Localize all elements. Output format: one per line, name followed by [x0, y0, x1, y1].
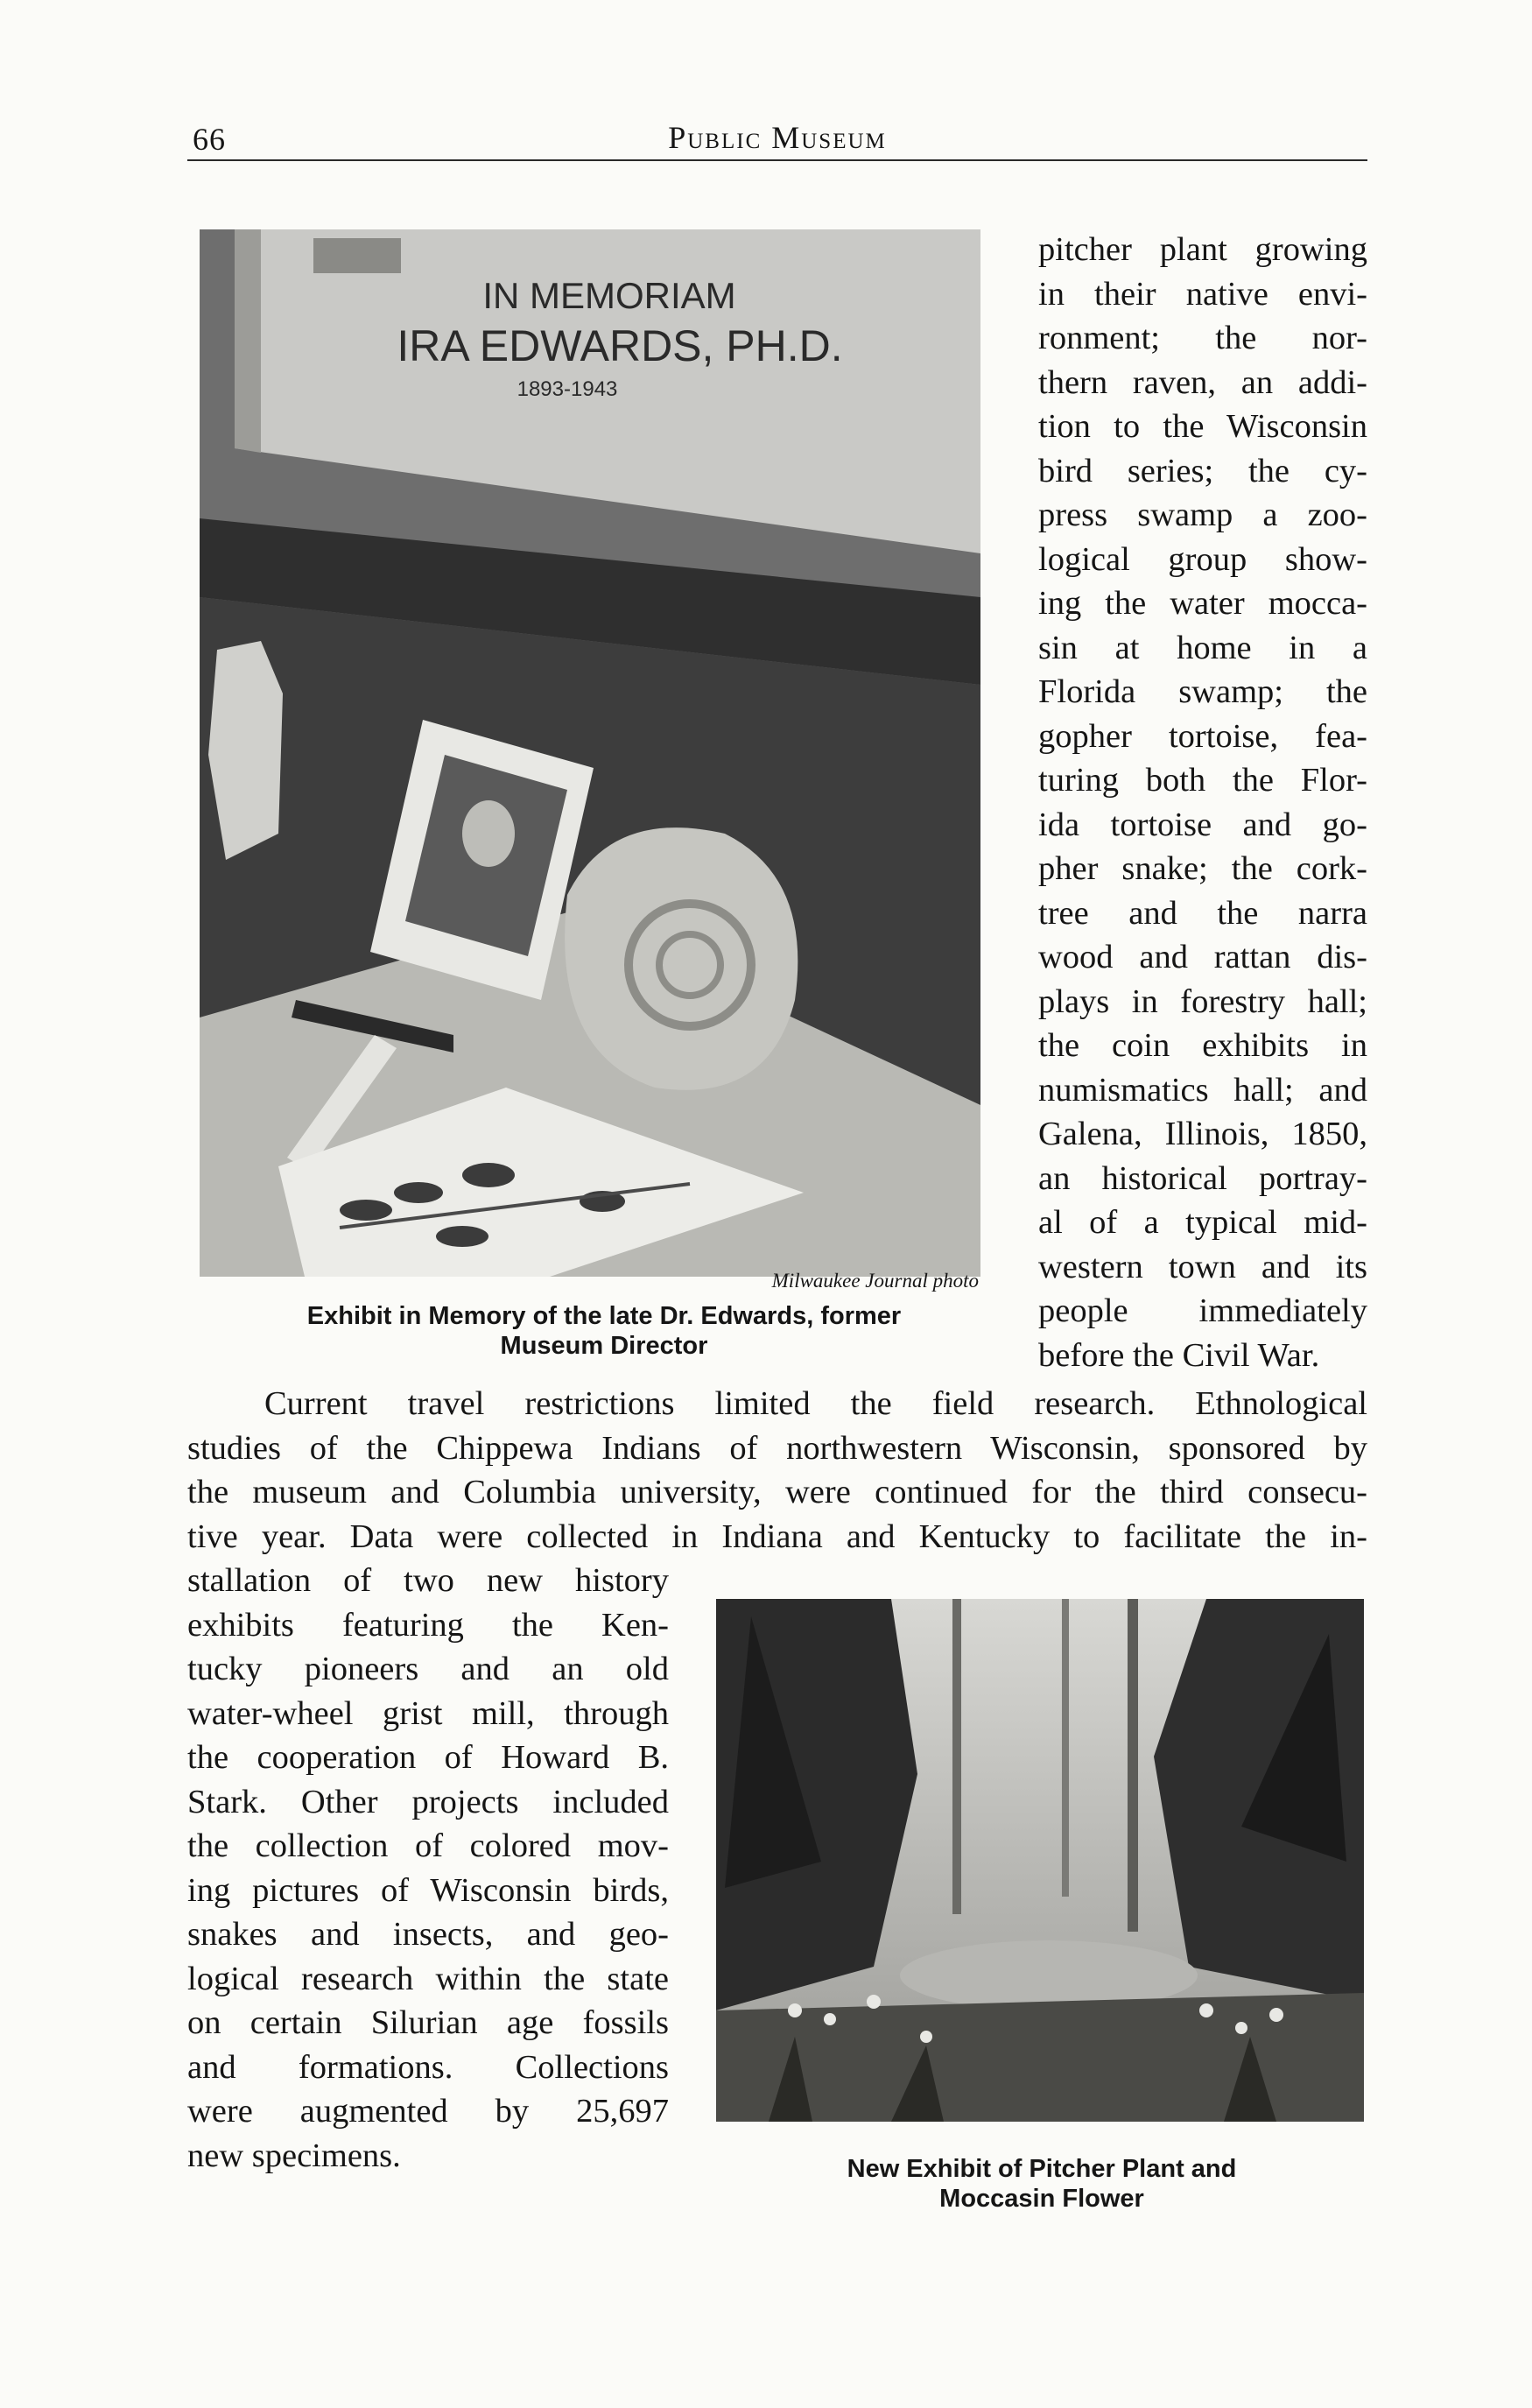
text-line: the cooperation of Howard B. — [187, 1739, 669, 1776]
text-line: plays in forestry hall; — [1038, 982, 1367, 1020]
text-line: the museum and Columbia university, were continued for the third consecu- — [187, 1474, 1367, 1510]
memorial-exhibit-image — [200, 229, 980, 1277]
text-line: stallation of two new history — [187, 1562, 669, 1599]
text-line: tion to the Wisconsin — [1038, 408, 1367, 445]
text-line: press swamp a zoo- — [1038, 496, 1367, 533]
sign-line-2: IRA EDWARDS, PH.D. — [397, 321, 843, 370]
text-line: turing both the Flor- — [1038, 762, 1367, 799]
text-line: pher snake; the cork- — [1038, 850, 1367, 887]
pitcher-plant-exhibit-photo — [716, 1599, 1364, 2122]
text-line: the coin exhibits in — [1038, 1027, 1367, 1064]
forest-diorama-image — [716, 1599, 1364, 2122]
text-line: tive year. Data were collected in Indiana and Kentucky to facilitate the in- — [187, 1517, 1367, 1555]
text-line: ing the water mocca- — [1038, 585, 1367, 622]
text-line: sin at home in a — [1038, 629, 1367, 666]
caption-line: New Exhibit of Pitcher Plant and — [847, 2155, 1237, 2183]
photo-credit: Milwaukee Journal photo — [771, 1270, 979, 1292]
text-line: the collection of colored mov- — [187, 1827, 669, 1864]
running-head: Public Museum — [668, 120, 887, 155]
sign-line-3: 1893-1943 — [517, 377, 618, 401]
caption-line: Museum Director — [500, 1332, 708, 1360]
text-line: on certain Silurian age fossils — [187, 2004, 669, 2041]
text-line: al of a typical mid- — [1038, 1204, 1367, 1241]
text-line: and formations. Collections — [187, 2048, 669, 2086]
text-line: exhibits featuring the Ken- — [187, 1606, 669, 1644]
text-line: numismatics hall; and — [1038, 1071, 1367, 1109]
text-line: before the Civil War. — [1038, 1336, 1320, 1374]
memorial-exhibit-photo — [200, 229, 980, 1277]
page-header — [187, 116, 1367, 161]
text-line: new specimens. — [187, 2137, 401, 2174]
text-line: ida tortoise and go- — [1038, 806, 1367, 843]
text-line: Galena, Illinois, 1850, — [1038, 1116, 1367, 1152]
text-line: people immediately — [1038, 1292, 1367, 1329]
sign-line-1: IN MEMORIAM — [482, 275, 736, 316]
caption-line: Moccasin Flower — [939, 2185, 1144, 2213]
text-line: tucky pioneers and an old — [187, 1651, 669, 1687]
text-line: logical research within the state — [187, 1960, 669, 1997]
text-line: western town and its — [1038, 1248, 1367, 1285]
text-line: an historical portray- — [1038, 1159, 1367, 1197]
text-line: thern raven, an addi- — [1038, 363, 1367, 401]
text-line: in their native envi- — [1038, 275, 1367, 313]
text-line: Stark. Other projects included — [187, 1783, 669, 1820]
text-line: Current travel restrictions limited the field research. Ethnological — [264, 1385, 1367, 1422]
text-line: tree and the narra — [1038, 894, 1367, 932]
caption-line: Exhibit in Memory of the late Dr. Edwards, former — [306, 1302, 902, 1330]
text-line: bird series; the cy- — [1038, 452, 1367, 489]
text-line: gopher tortoise, fea- — [1038, 717, 1367, 755]
text-line: Florida swamp; the — [1038, 673, 1367, 710]
text-line: wood and rattan dis- — [1038, 939, 1367, 975]
page-number: 66 — [193, 122, 226, 157]
text-line: pitcher plant growing — [1038, 231, 1367, 268]
text-line: snakes and insects, and geo- — [187, 1916, 669, 1953]
figure-caption-memorial — [236, 1301, 972, 1361]
text-line: ing pictures of Wisconsin birds, — [187, 1871, 669, 1909]
figure-caption-pitcher-plant — [788, 2154, 1296, 2214]
text-line: were augmented by 25,697 — [187, 2093, 669, 2130]
text-line: ronment; the nor- — [1038, 320, 1367, 356]
left-column-text — [187, 1559, 669, 2178]
right-column-text — [1038, 228, 1367, 1377]
text-line: water-wheel grist mill, through — [187, 1694, 669, 1732]
text-line: studies of the Chippewa Indians of northwestern Wisconsin, sponsored by — [187, 1429, 1367, 1467]
text-line: logical group show- — [1038, 540, 1367, 578]
full-width-paragraph — [187, 1382, 1367, 1559]
